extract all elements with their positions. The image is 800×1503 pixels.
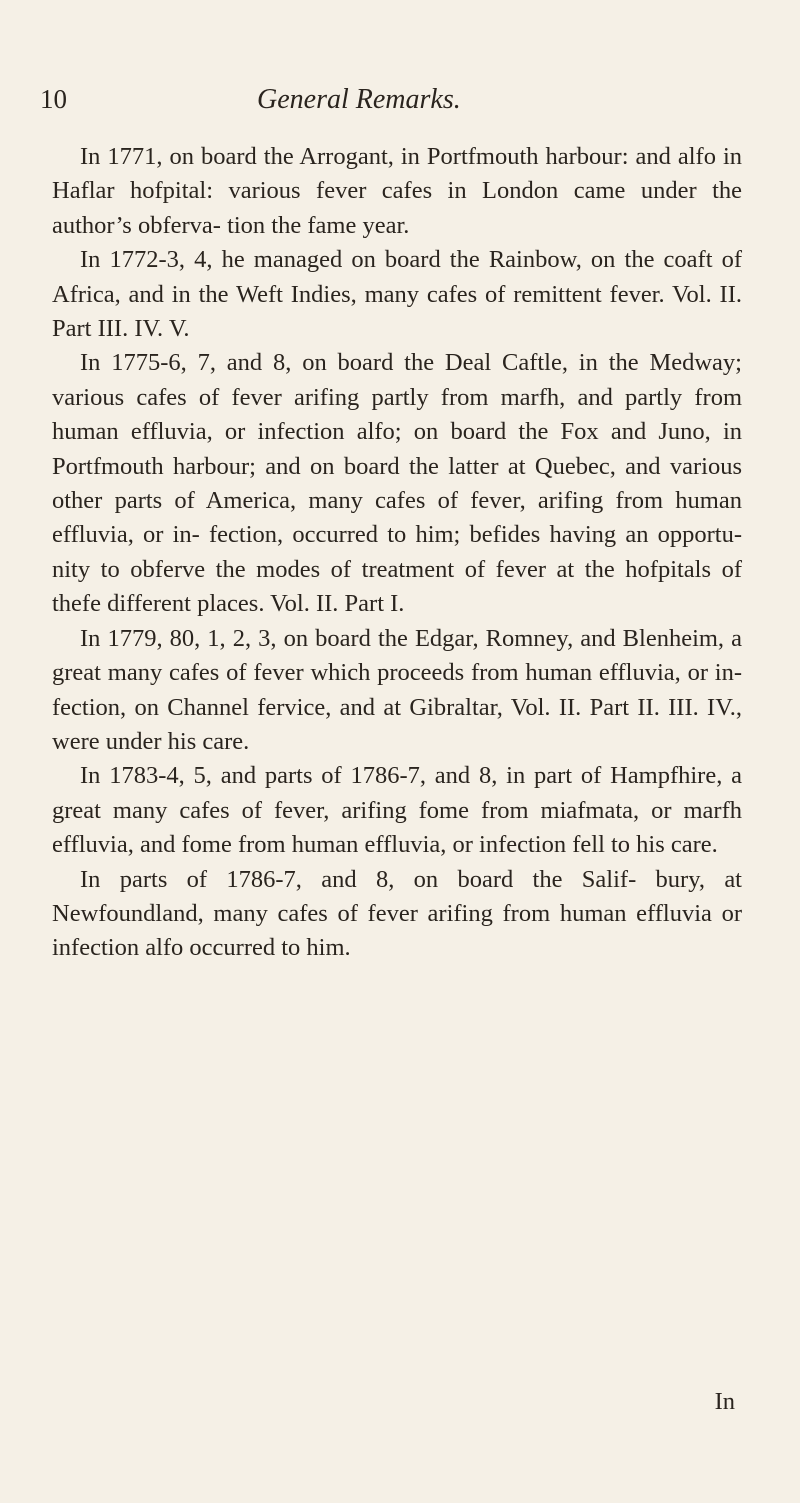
paragraph-1783: In 1783-4, 5, and parts of 1786-7, and 8, in part of Hampfhire, a great many cafes of fever, arifing fome from miafmata, or marfh effluvia, and fome from human effluvia, or infection fell to his care. xyxy=(52,762,742,859)
paragraph-1771: In 1771, on board the Arrogant, in Portfmouth harbour: and alfo in Haflar hofpital: various fever cafes in London came under the author’s obferva- tion the fame year. xyxy=(52,143,742,239)
paragraph-1786: In parts of 1786-7, and 8, on board the Salif- bury, at Newfoundland, many cafes of fever arifing from human effluvia or infection alfo occurred to him. xyxy=(52,865,742,962)
paragraph-1775: In 1775-6, 7, and 8, on board the Deal Caftle, in the Medway; various cafes of fever arifing partly from marfh, and partly from human effluvia, or infection alfo; on board the Fox and Juno, in Portfmouth harbour; and on board the latter at Quebec, and various other parts of America, many cafes of fever, arifing from human effluvia, or in- fection, occurred to him; befides having an opportu- nity to obferve the modes of treatment of fever at the hofpitals of thefe different places. Vol. II. Part I. xyxy=(52,349,742,618)
body-text xyxy=(52,140,742,966)
page-header xyxy=(30,84,770,124)
running-head: General Remarks. xyxy=(257,84,461,115)
page-number: 10 xyxy=(40,84,67,114)
catchword: In xyxy=(714,1388,735,1415)
paragraph-1772: In 1772-3, 4, he managed on board the Rainbow, on the coaft of Africa, and in the Weft Indies, many cafes of remittent fever. Vol. II. Part III. IV. V. xyxy=(52,246,742,343)
paragraph-1779: In 1779, 80, 1, 2, 3, on board the Edgar, Romney, and Blenheim, a great many cafes of fever which proceeds from human effluvia, or in- fection, on Channel fervice, and at Gibraltar, Vol. II. Part II. III. IV., were under his care. xyxy=(52,624,742,755)
